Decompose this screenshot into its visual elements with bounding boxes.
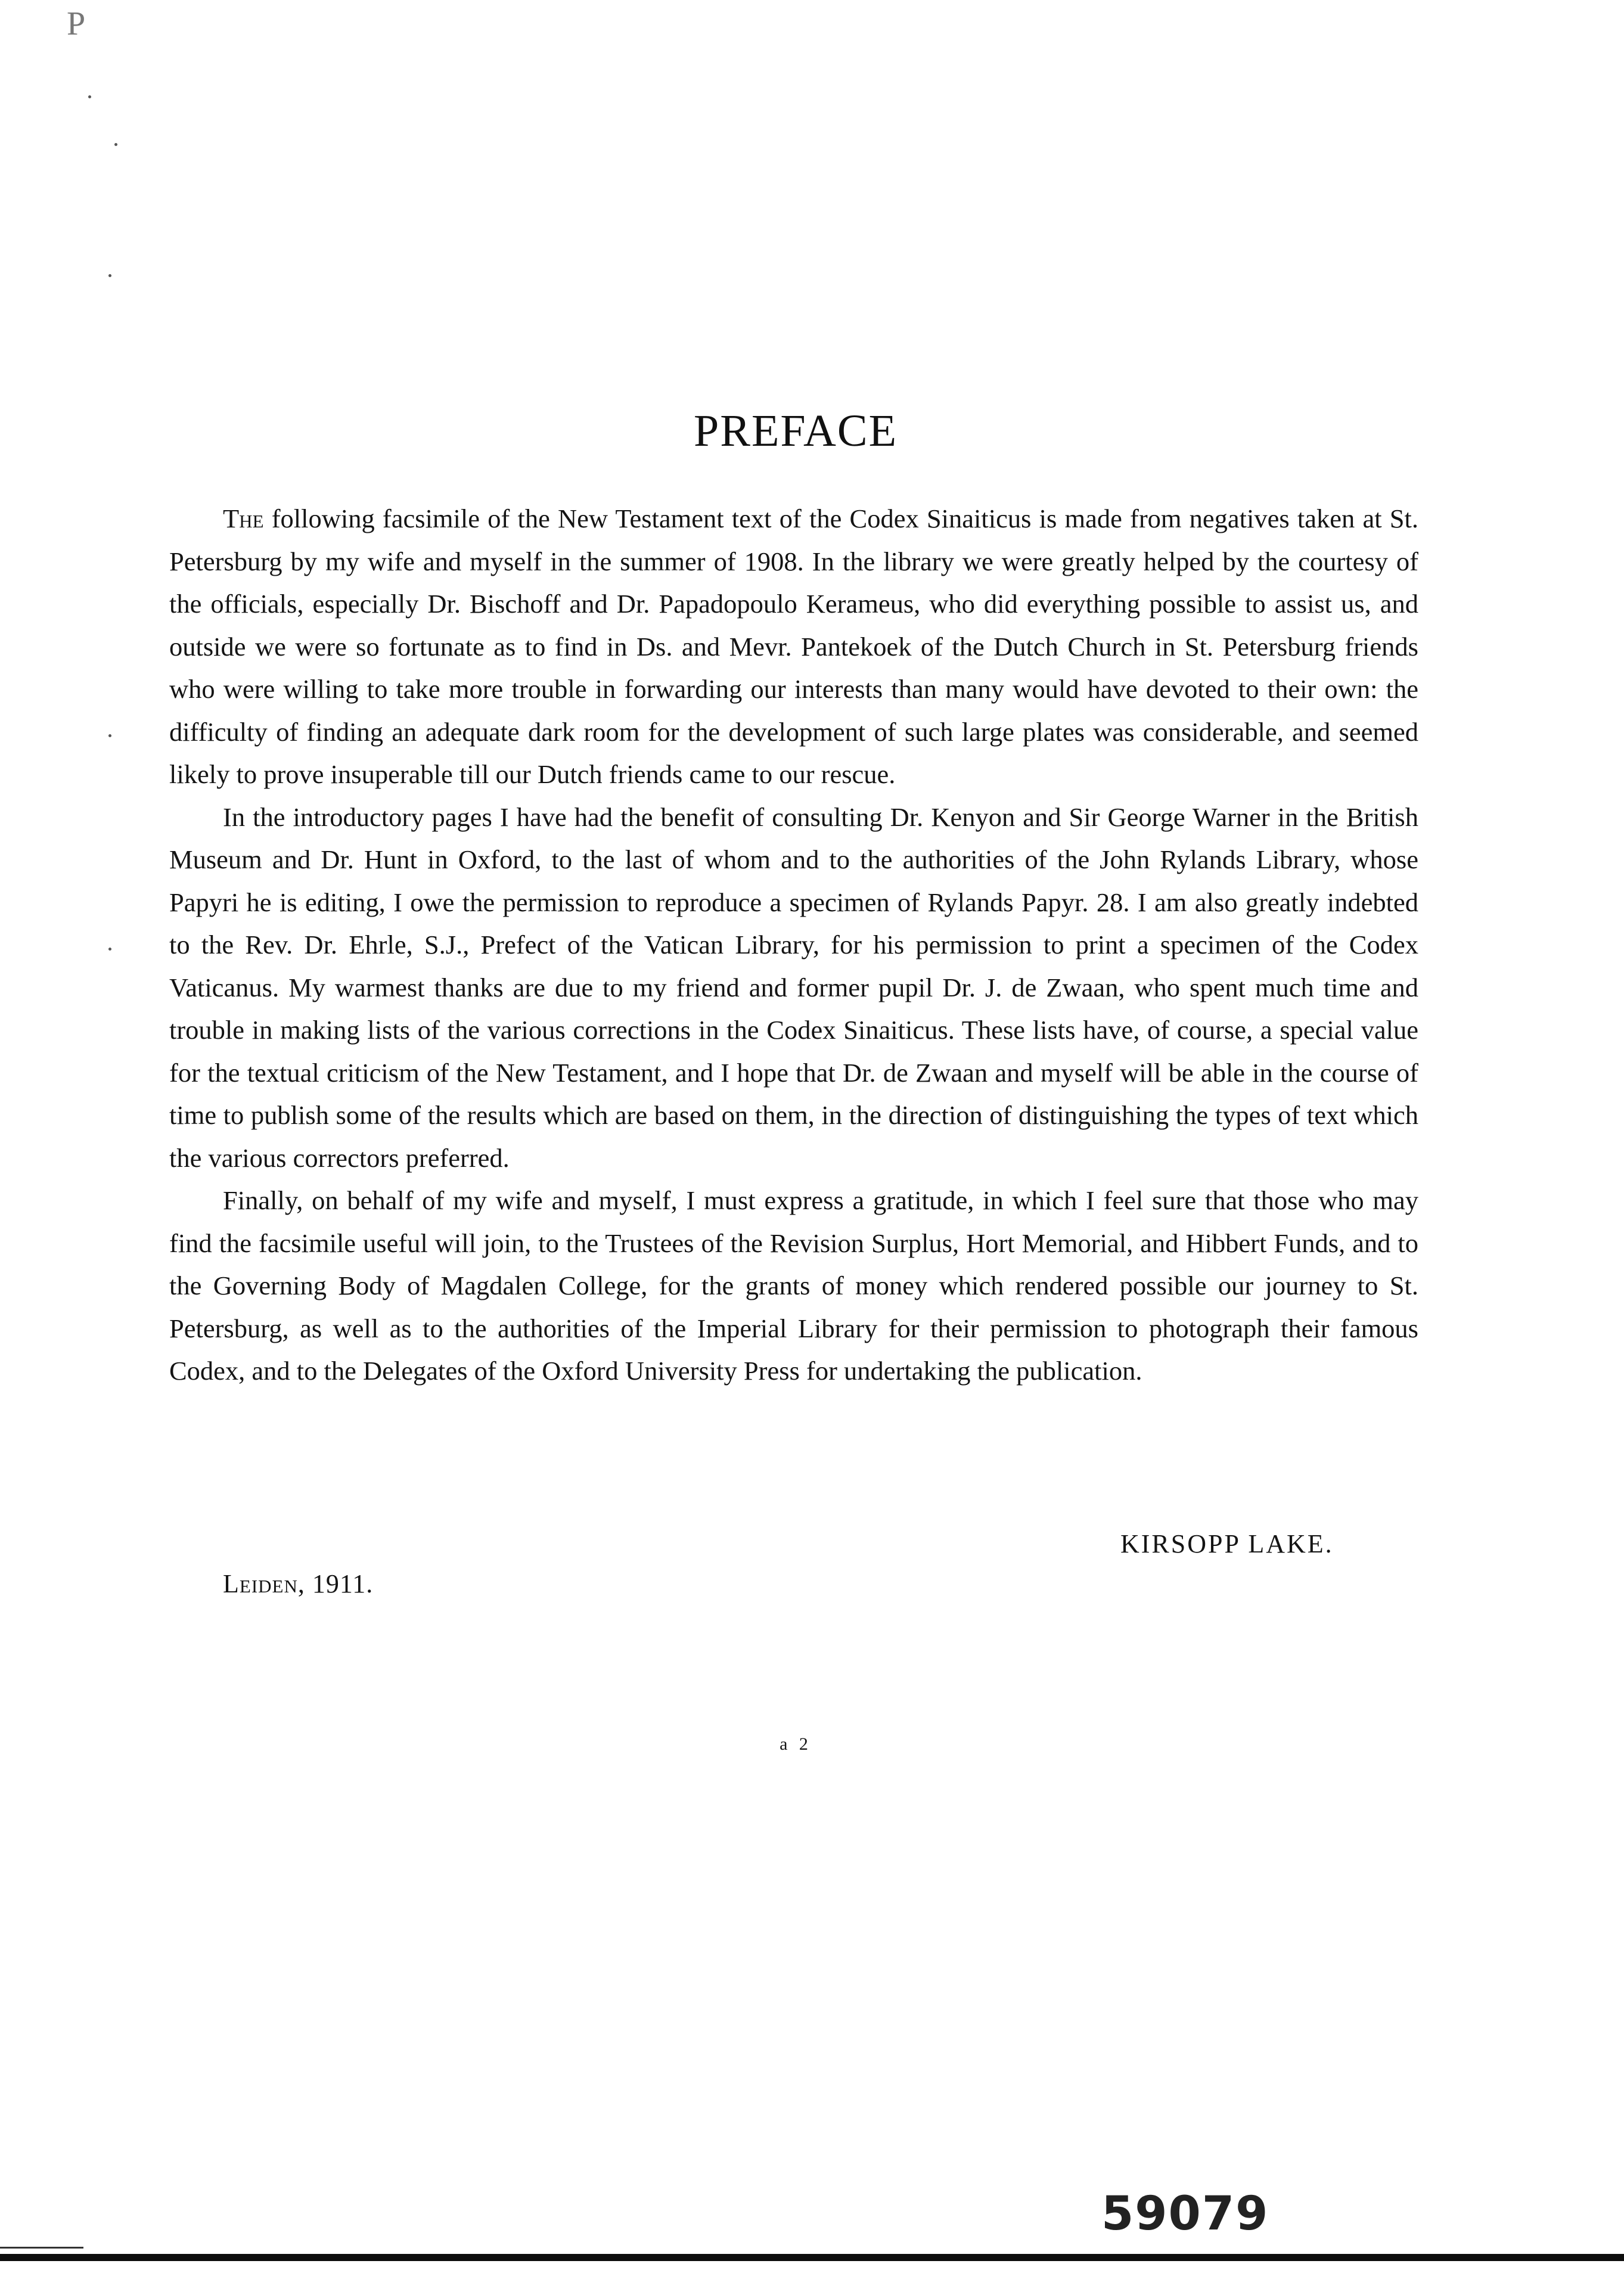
scan-speck (108, 948, 111, 951)
paragraph-text: In the introductory pages I have had the benefit of consulting Dr. Kenyon and Sir George Warner in the British Museum and Dr. Hunt in Oxford, to the last of whom and to the authorities of the John Rylands Library, whose Papyri he is editing, I owe the permission to reproduce a specimen of Rylands Papyr. 28. I am also greatly indebted to the Rev. Dr. Ehrle, S.J., Prefect of the Vatican Library, for his permission to print a specimen of the Codex Vaticanus. My warmest thanks are due to my friend and former pupil Dr. J. de Zwaan, who spent much time and trouble in making lists of the various corrections in the Codex Sinaiticus. These lists have, of course, a special value for the textual criticism of the New Testament, and I hope that Dr. de Zwaan and myself will be able in the course of time to publish some of the results which are based on them, in the direction of distinguishing the types of text which the various correctors preferred. (169, 802, 1418, 1173)
bottom-edge-bar (0, 2254, 1624, 2261)
scan-speck (88, 95, 91, 98)
printer-signature-mark: a 2 (780, 1734, 812, 1754)
scan-speck (108, 734, 111, 737)
scan-speck (114, 143, 117, 146)
corner-mark: P (67, 5, 86, 42)
paragraph (169, 1179, 1418, 1393)
preface-body (169, 498, 1418, 1393)
library-stamp-number: 59079 (1101, 2187, 1269, 2241)
place-date (223, 1569, 373, 1599)
paragraph (169, 796, 1418, 1180)
place: Leiden, (223, 1569, 305, 1598)
scan-speck (108, 274, 111, 277)
author-signature: KIRSOPP LAKE. (1120, 1529, 1334, 1558)
paragraph-text: Finally, on behalf of my wife and myself, I must express a gratitude, in which I feel sure that those who may find the facsimile useful will join, to the Trustees of the Revision Surplus, Hort Memorial, and Hibbert Funds, and to the Governing Body of Magdalen College, for the grants of money which rendered possible our journey to St. Petersburg, as well as to the authorities of the Imperial Library for their permission to photograph their famous Codex, and to the Delegates of the Oxford University Press for undertaking the publication. (169, 1185, 1418, 1386)
paragraph-text: following facsimile of the New Testament text of the Codex Sinaiticus is made from negatives taken at St. Petersburg by my wife and myself in the summer of 1908. In the library we were greatly helped by the courtesy of the officials, especially Dr. Bischoff and Dr. Papadopoulo Kerameus, who did everything possible to assist us, and outside we were so fortunate as to find in Ds. and Mevr. Pantekoek of the Dutch Church in St. Petersburg friends who were willing to take more trouble in forwarding our interests than many would have devoted to their own: the difficulty of finding an adequate dark room for the development of such large plates was considerable, and seemed likely to prove insuperable till our Dutch friends came to our rescue. (169, 504, 1418, 789)
year: 1911. (312, 1569, 374, 1598)
bottom-edge-line (0, 2247, 83, 2249)
paragraph (169, 498, 1418, 796)
page-title: PREFACE (693, 406, 898, 456)
paragraph-lead: The (223, 504, 264, 533)
